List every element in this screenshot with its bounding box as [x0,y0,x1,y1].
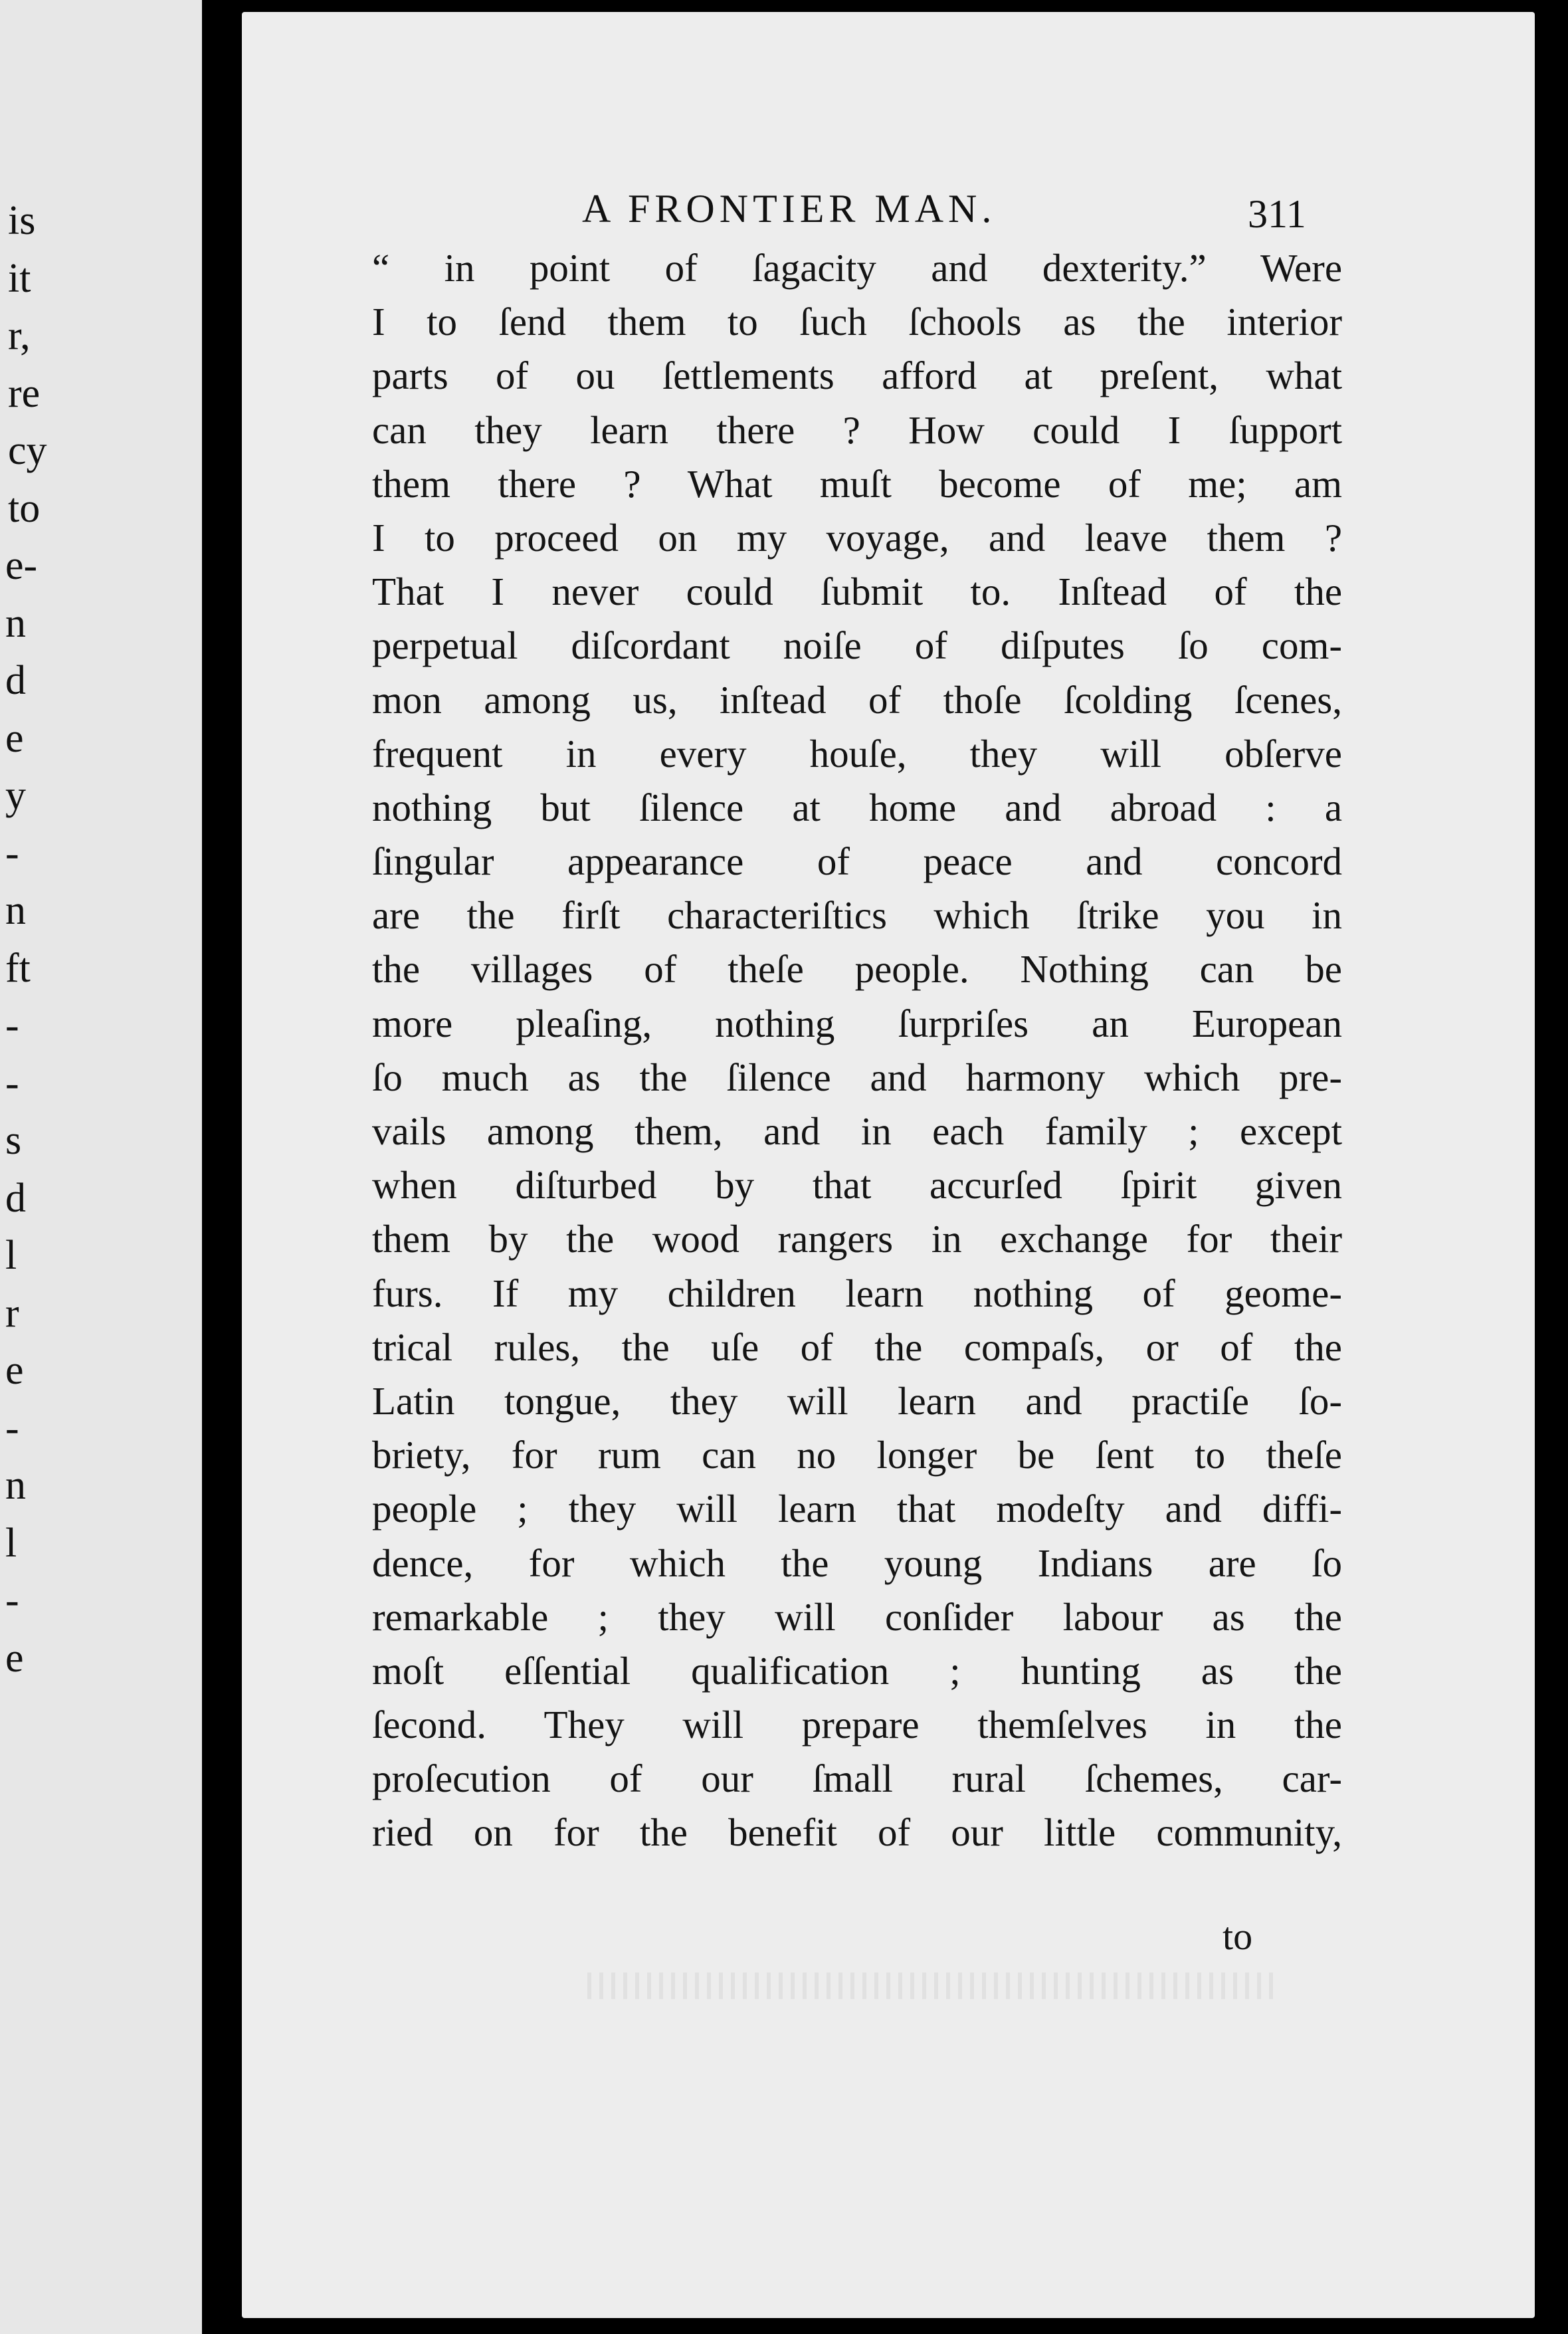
left-page-fragment [0,367,199,420]
left-page-fragment [0,1114,199,1167]
text-line: “ in point of ſagacity and dexterity.” Were [372,246,1342,290]
left-page-fragment-text: cy [8,428,47,473]
left-page-fragment-text: r [5,1290,19,1336]
left-page-fragment [0,424,199,477]
text-line: more pleaſing, nothing ſurpriſes an European [372,1001,1342,1045]
text-line: ſo much as the ſilence and harmony which pre- [372,1055,1342,1099]
left-page-fragment-text: - [5,1060,19,1106]
text-line: frequent in every houſe, they will obſerve [372,731,1342,776]
left-page-fragment [0,482,199,535]
text-line: mon among us, inſtead of thoſe ſcolding ſcenes, [372,677,1342,722]
left-page-fragment [0,1632,199,1685]
left-page-fragment-text: - [5,1003,19,1048]
left-page-fragment [0,1344,199,1397]
text-line: trical rules, the uſe of the compaſs, or of the [372,1325,1342,1369]
body-text [372,241,1342,1860]
left-page-fragment [0,884,199,937]
left-page-fragment [0,654,199,707]
left-page-fragment-text: l [5,1520,17,1566]
text-line: dence, for which the young Indians are ſo [372,1540,1342,1585]
text-line: parts of ou ſettlements afford at preſent, what [372,354,1342,398]
left-page-fragment [0,1057,199,1110]
left-page-fragment [0,1402,199,1455]
page-content [242,12,1535,2318]
left-page-fragment-text: r, [8,313,31,358]
text-line: people ; they will learn that modeſty and diffi- [372,1487,1342,1531]
text-line: ried on for the benefit of our little community, [372,1810,1342,1855]
left-page-fragment-text: ft [5,945,31,991]
left-page-fragment-text: y [5,773,26,818]
text-line: ſingular appearance of peace and concord [372,839,1342,884]
left-page-fragment-text: s [5,1118,22,1163]
left-page-fragment-text: e- [5,543,38,588]
text-line: proſecution of our ſmall rural ſchemes, car- [372,1756,1342,1801]
left-page-fragment-text: - [5,830,19,876]
text-line: vails among them, and in each family ; except [372,1109,1342,1153]
left-page-fragment [0,1287,199,1340]
left-page-fragment-text: to [8,485,41,531]
left-page-fragment-text: l [5,1233,17,1278]
bleed-through [587,1972,1278,1999]
text-line: can they learn there ? How could I ſupport [372,407,1342,452]
left-page [0,0,202,2334]
left-page-fragment [0,712,199,765]
left-page-fragment [0,1172,199,1225]
left-page-fragment [0,769,199,822]
left-page-fragment-text: it [8,255,31,301]
page-header [242,186,1535,239]
text-line: Latin tongue, they will learn and practiſe ſo- [372,1378,1342,1423]
left-page-fragment [0,1459,199,1512]
text-line: nothing but ſilence at home and abroad : a [372,785,1342,829]
page-edge [1535,0,1568,2334]
left-page-fragment [0,942,199,995]
left-page-fragment-text: d [5,658,26,703]
left-page-fragment-text: e [5,1348,24,1393]
left-page-fragment [0,827,199,880]
left-page-fragment [0,999,199,1052]
text-line: ſecond. They will prepare themſelves in the [372,1703,1342,1747]
left-page-fragment [0,597,199,650]
page-number: 311 [1248,192,1306,236]
text-line: I to proceed on my voyage, and leave them ? [372,515,1342,560]
running-head: A FRONTIER MAN. [582,187,997,231]
left-page-fragment-text: n [5,1463,26,1508]
text-line: them there ? What muſt become of me; am [372,461,1342,506]
left-page-fragment-text: e [5,1635,24,1681]
left-page-fragment-text: d [5,1175,26,1221]
text-line: them by the wood rangers in exchange for their [372,1217,1342,1261]
text-line: perpetual diſcordant noiſe of diſputes ſo com- [372,623,1342,668]
left-page-fragment-text: re [8,370,41,416]
catchword: to [1223,1915,1253,1958]
text-line: I to ſend them to ſuch ſchools as the interior [372,300,1342,344]
left-page-fragment-text: - [5,1405,19,1451]
left-page-fragment [0,1229,199,1282]
text-line: remarkable ; they will conſider labour as the [372,1594,1342,1639]
text-line: briety, for rum can no longer be ſent to theſe [372,1433,1342,1477]
left-page-fragment [0,252,199,305]
right-page [242,12,1535,2318]
text-line: when diſturbed by that accurſed ſpirit given [372,1163,1342,1208]
text-line: furs. If my children learn nothing of geome- [372,1271,1342,1315]
left-page-fragment [0,309,199,362]
left-page-fragment [0,539,199,592]
left-page-fragment [0,194,199,247]
left-page-fragment-text: n [5,888,26,933]
left-page-fragment-text: e [5,715,24,761]
text-line: are the firſt characteriſtics which ſtrike you in [372,893,1342,938]
left-page-fragment-text: is [8,198,36,243]
left-page-fragment-text: - [5,1578,19,1623]
text-line: That I never could ſubmit to. Inſtead of the [372,570,1342,614]
left-page-fragment [0,1574,199,1627]
left-page-fragment-text: n [5,600,26,646]
text-line: moſt eſſential qualification ; hunting as the [372,1648,1342,1693]
book-gutter [202,0,242,2334]
left-page-fragment [0,1517,199,1570]
text-line: the villages of theſe people. Nothing can be [372,947,1342,992]
